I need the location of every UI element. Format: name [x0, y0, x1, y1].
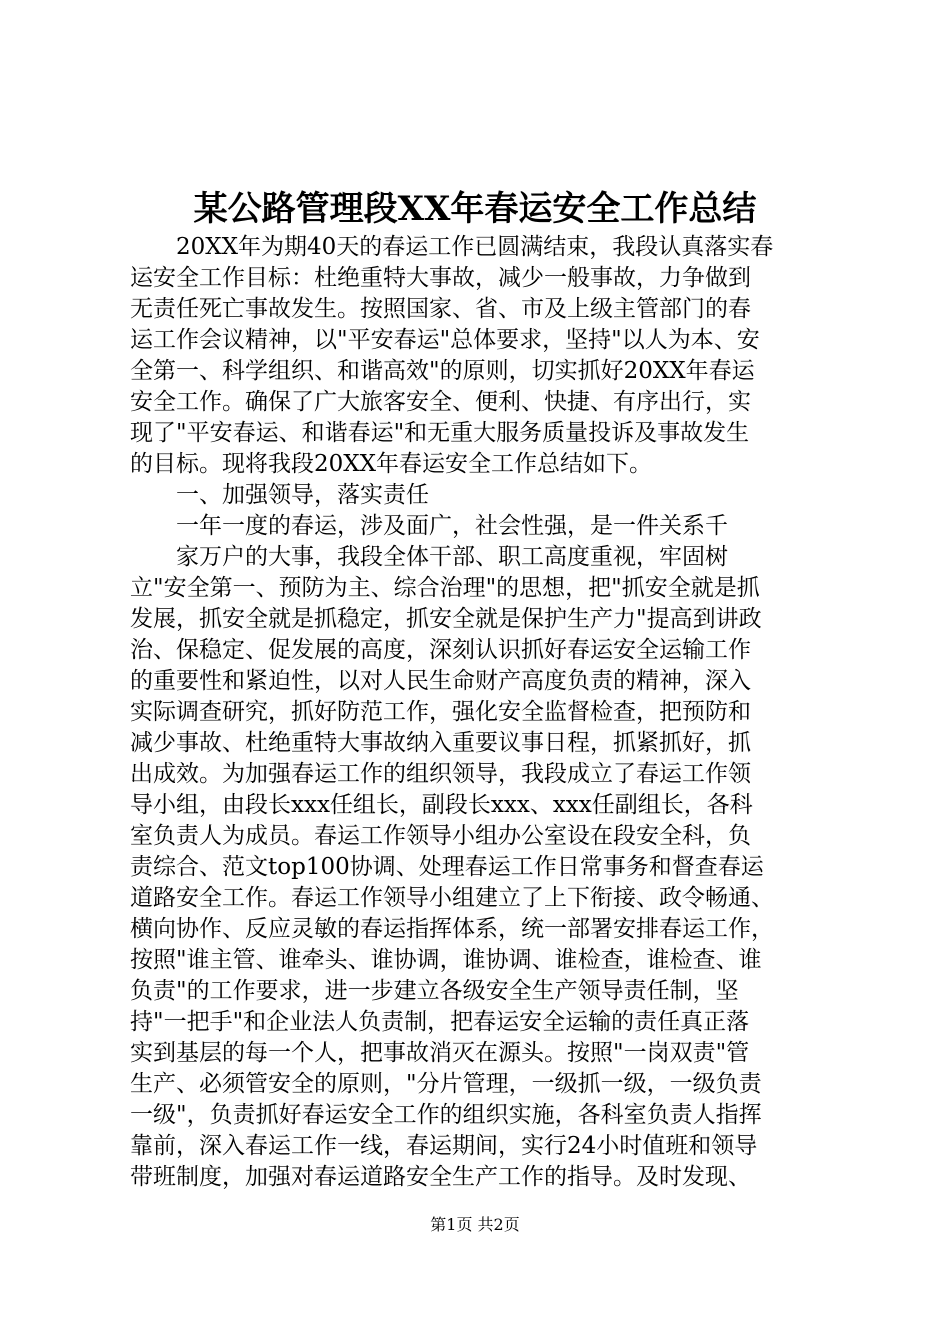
- body-text-line: 生产、必须管安全的原则，"分片管理，一级抓一级，一级负责: [130, 1071, 762, 1097]
- body-text-line: 家万户的大事，我段全体干部、职工高度重视，牢固树: [130, 544, 728, 570]
- body-text-line: 按照"谁主管、谁牵头、谁协调，谁协调、谁检查，谁检查、谁: [130, 947, 762, 973]
- body-text-line: 全第一、科学组织、和谐高效"的原则，切实抓好20XX年春运: [130, 358, 755, 384]
- body-text-line: 运安全工作目标：杜绝重特大事故，减少一般事故，力争做到: [130, 265, 751, 291]
- body-text-line: 运工作会议精神，以"平安春运"总体要求，坚持"以人为本、安: [130, 327, 760, 353]
- body-text-line: 靠前，深入春运工作一线，春运期间，实行24小时值班和领导: [130, 1133, 758, 1159]
- body-text-line: 负责"的工作要求，进一步建立各级安全生产领导责任制，坚: [130, 978, 739, 1004]
- body-text-line: 持"一把手"和企业法人负责制，把春运安全运输的责任真正落: [130, 1009, 750, 1035]
- body-text-line: 责综合、范文top100协调、处理春运工作日常事务和督查春运: [130, 854, 764, 880]
- body-text-line: 一级"，负责抓好春运安全工作的组织实施，各科室负责人指挥: [130, 1102, 762, 1128]
- body-text-line: 实际调查研究，抓好防范工作，强化安全监督检查，把预防和: [130, 699, 751, 725]
- body-text-line: 安全工作。确保了广大旅客安全、便利、快捷、有序出行，实: [130, 389, 751, 415]
- body-text-line: 室负责人为成员。春运工作领导小组办公室设在段安全科，负: [130, 823, 751, 849]
- body-text-line: 立"安全第一、预防为主、综合治理"的思想，把"抓安全就是抓: [130, 575, 760, 601]
- body-text-line: 出成效。为加强春运工作的组织领导，我段成立了春运工作领: [130, 761, 751, 787]
- body-text-line: 带班制度，加强对春运道路安全生产工作的指导。及时发现、: [130, 1164, 751, 1190]
- body-text-line: 导小组，由段长xxx任组长，副段长xxx、xxx任副组长，各科: [130, 792, 753, 818]
- body-text-line: 现了"平安春运、和谐春运"和无重大服务质量投诉及事故发生: [130, 420, 750, 446]
- page-footer: 第1页 共2页: [430, 1215, 520, 1234]
- document-body: [130, 232, 830, 1193]
- body-text-line: 治、保稳定、促发展的高度，深刻认识抓好春运安全运输工作: [130, 637, 751, 663]
- body-text-line: 横向协作、反应灵敏的春运指挥体系，统一部署安排春运工作，: [130, 916, 774, 942]
- body-text-line: 无责任死亡事故发生。按照国家、省、市及上级主管部门的春: [130, 296, 751, 322]
- body-text-line: 减少事故、杜绝重特大事故纳入重要议事日程，抓紧抓好，抓: [130, 730, 751, 756]
- body-text-line: 实到基层的每一个人，把事故消灭在源头。按照"一岗双责"管: [130, 1040, 750, 1066]
- body-text-line: 道路安全工作。春运工作领导小组建立了上下衔接、政令畅通、: [130, 885, 774, 911]
- body-text-line: 一、加强领导，落实责任: [130, 482, 429, 508]
- body-text-line: 的重要性和紧迫性，以对人民生命财产高度负责的精神，深入: [130, 668, 751, 694]
- body-text-line: 一年一度的春运，涉及面广，社会性强，是一件关系千: [130, 513, 728, 539]
- body-text-line: 的目标。现将我段20XX年春运安全工作总结如下。: [130, 451, 653, 477]
- body-text-line: 20XX年为期40天的春运工作已圆满结束，我段认真落实春: [130, 234, 774, 260]
- body-text-line: 发展，抓安全就是抓稳定，抓安全就是保护生产力"提高到讲政: [130, 606, 762, 632]
- document-title: 某公路管理段XX年春运安全工作总结: [193, 189, 757, 229]
